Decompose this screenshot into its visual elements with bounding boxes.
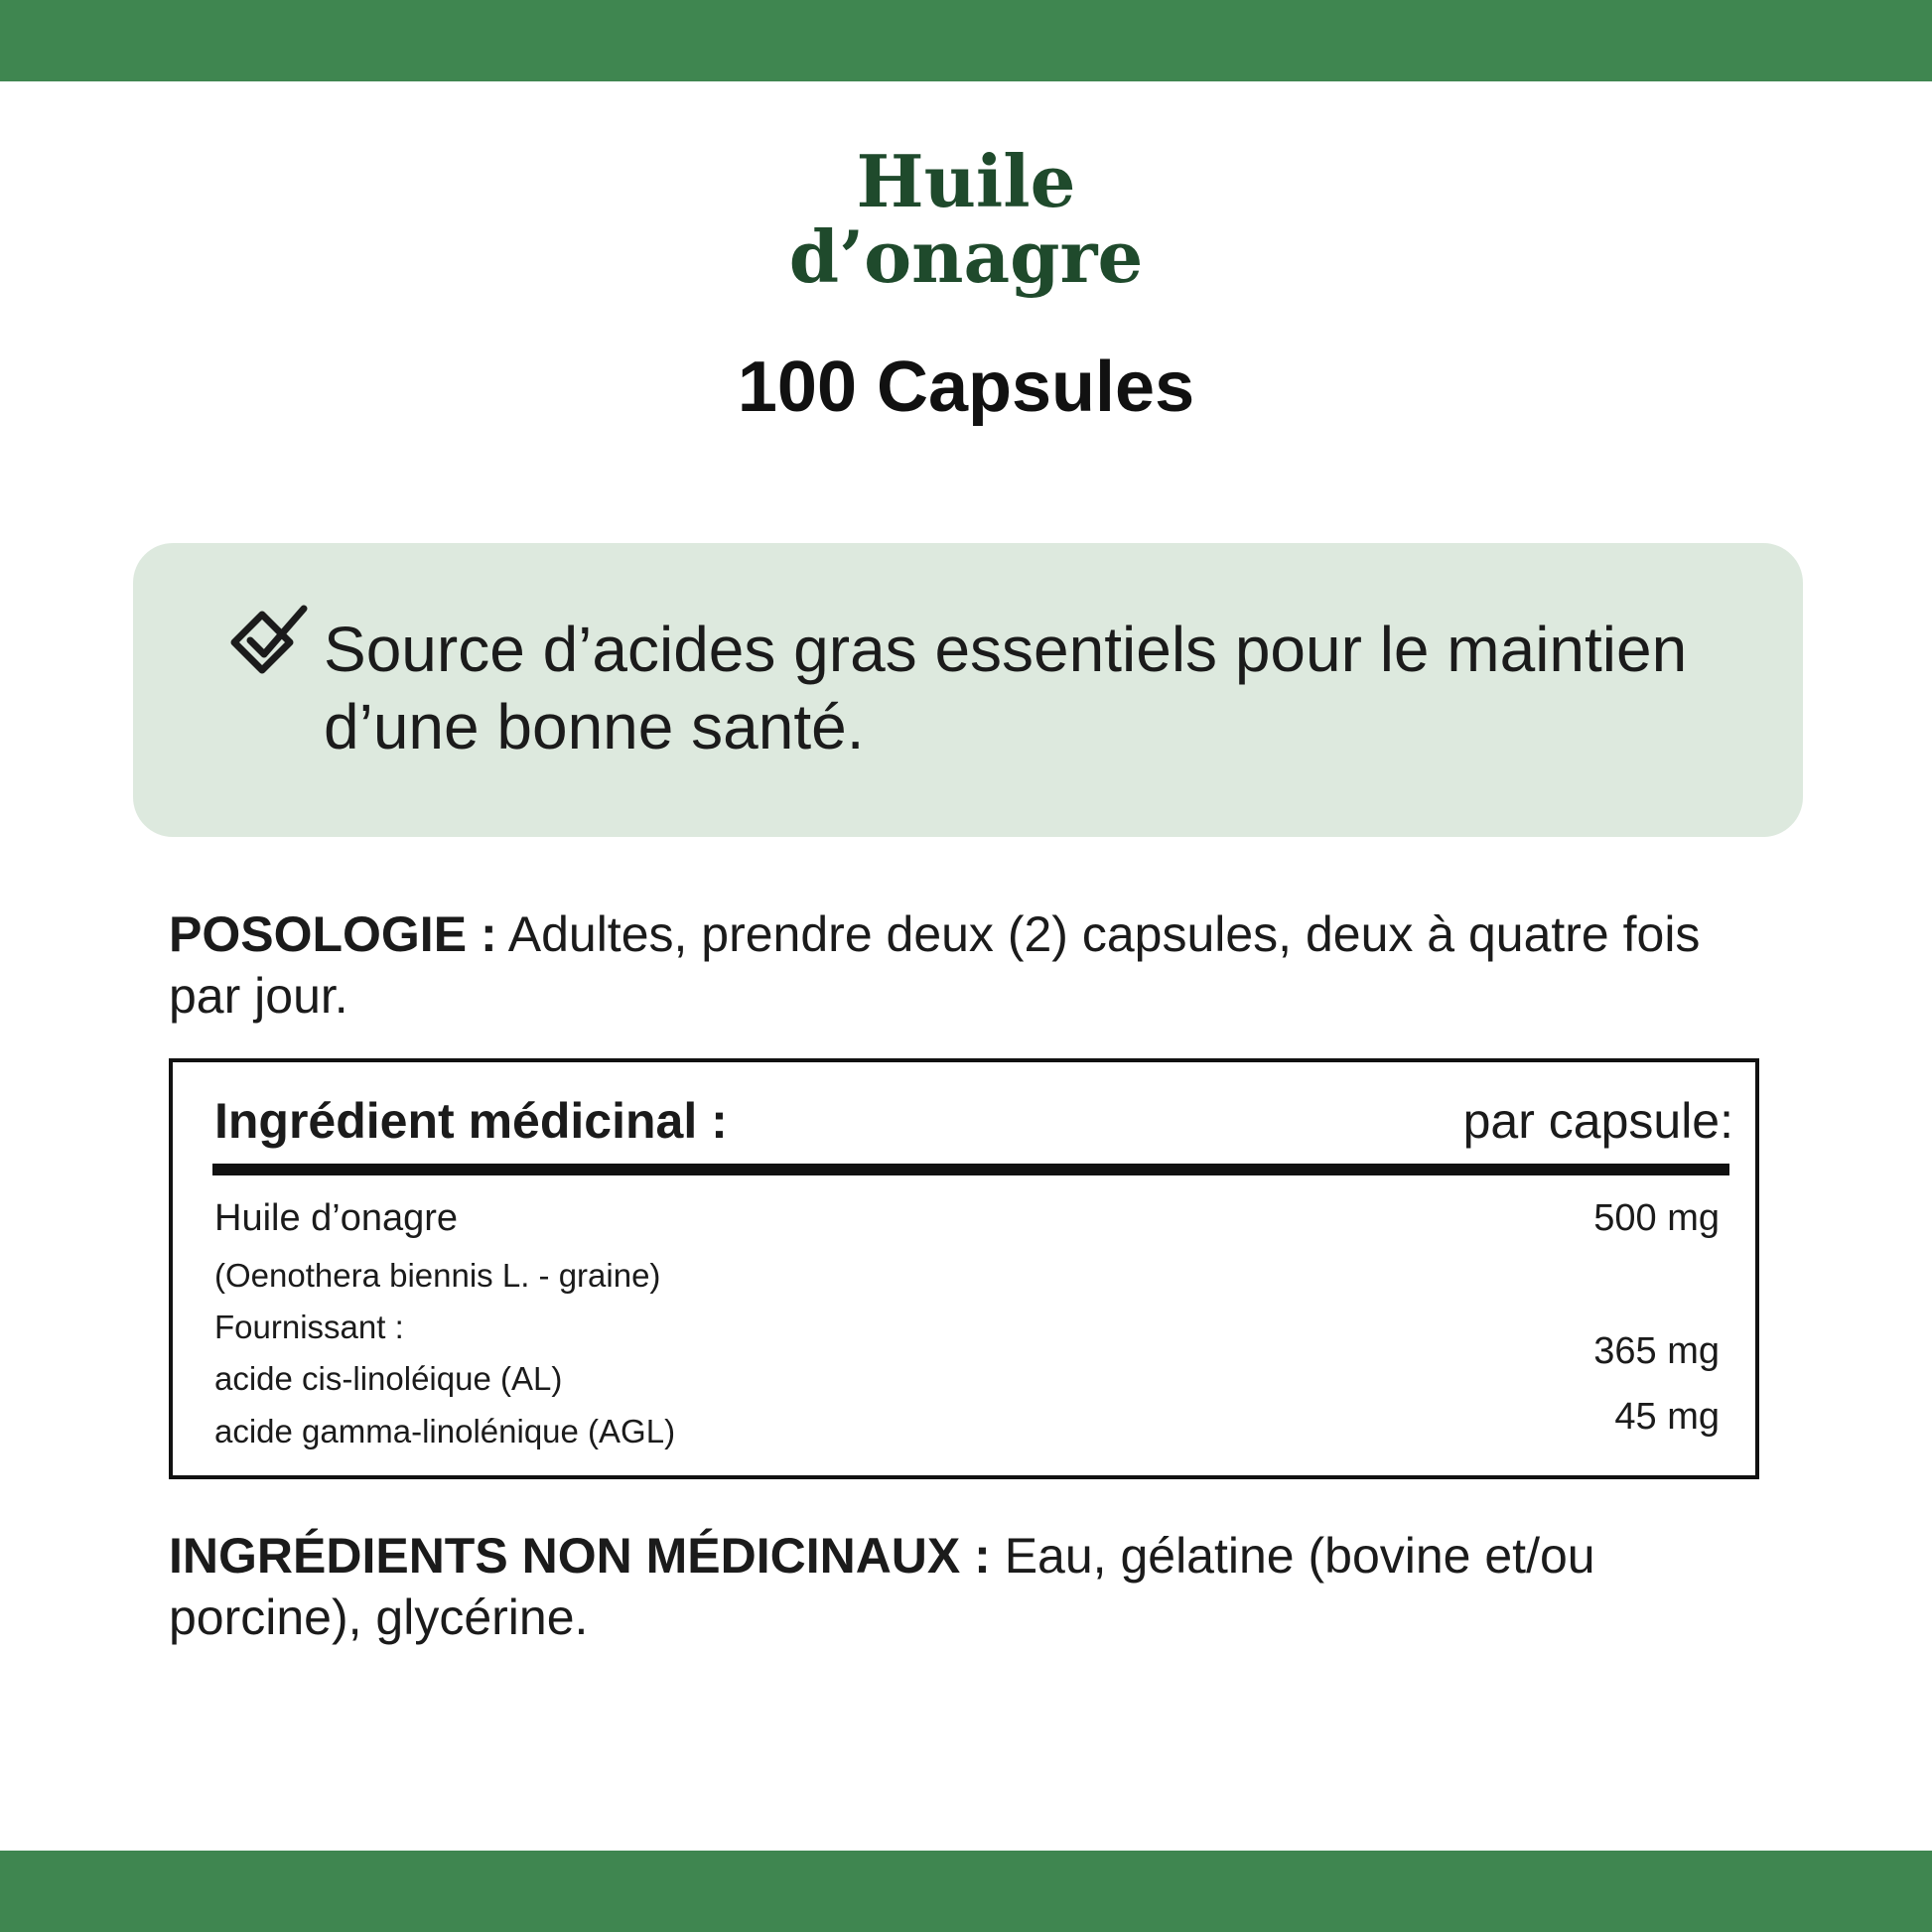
top-green-band <box>0 0 1932 81</box>
component-name: acide gamma-linolénique (AGL) <box>214 1413 676 1449</box>
component-amount: 45 mg <box>1614 1396 1720 1438</box>
table-header-rule <box>212 1164 1729 1175</box>
product-title-line1: Huile <box>856 139 1076 223</box>
medicinal-ingredient-table <box>169 1058 1759 1479</box>
non-medicinal-text: Eau, gélatine (bovine et/ou porcine), glycérine. <box>169 1528 1595 1645</box>
checkbox-check-icon <box>222 603 308 688</box>
posology-section <box>169 903 1777 1027</box>
provides-label: Fournissant : <box>214 1309 404 1345</box>
ingredient-latin-name: (Oenothera biennis L. - graine) <box>214 1257 661 1294</box>
bottom-green-band <box>0 1851 1932 1932</box>
component-amount: 365 mg <box>1593 1330 1720 1372</box>
non-medicinal-section <box>169 1525 1777 1648</box>
table-header-ingredient: Ingrédient médicinal : <box>214 1093 728 1149</box>
ingredient-amount: 500 mg <box>1593 1197 1720 1239</box>
capsule-count: 100 Capsules <box>737 347 1195 427</box>
health-claim-box <box>133 543 1803 837</box>
health-claim-text: Source d’acides gras essentiels pour le maintien d’une bonne santé. <box>324 614 1688 762</box>
posology-label: POSOLOGIE : <box>169 906 497 962</box>
product-title-line2: d’onagre <box>788 214 1144 299</box>
non-medicinal-label: INGRÉDIENTS NON MÉDICINAUX : <box>169 1528 991 1584</box>
product-title <box>0 139 1932 299</box>
component-name: acide cis-linoléique (AL) <box>214 1360 563 1397</box>
ingredient-name: Huile d’onagre <box>214 1197 459 1239</box>
table-header-per-capsule: par capsule: <box>1462 1093 1733 1149</box>
posology-text: Adultes, prendre deux (2) capsules, deux à quatre fois par jour. <box>169 906 1701 1024</box>
